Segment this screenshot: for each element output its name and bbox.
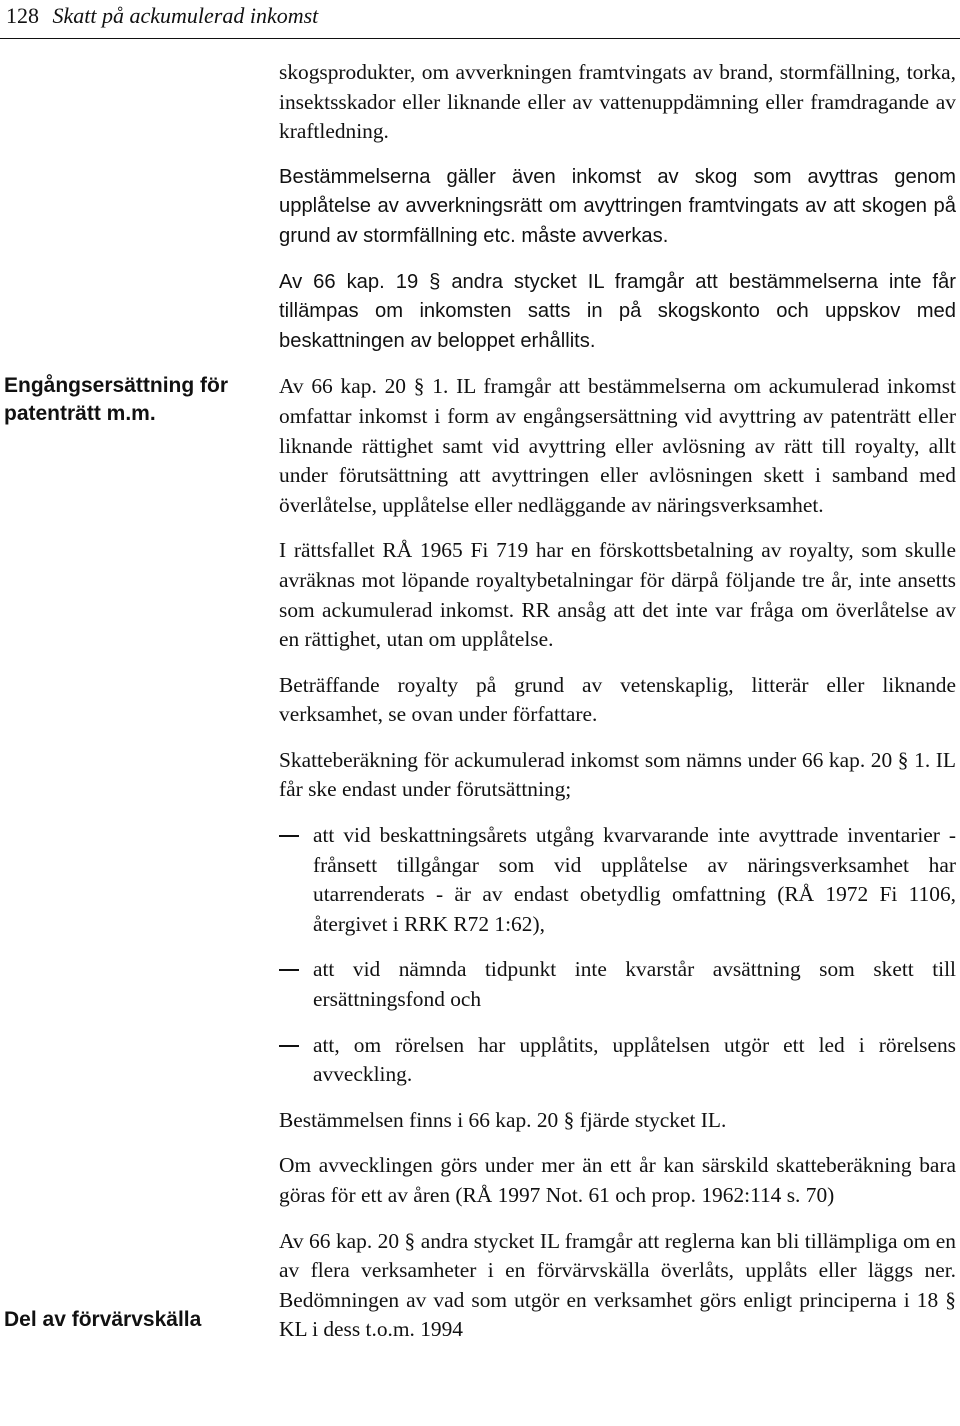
margin-note-forvarvskalla: Del av förvärvskälla (4, 1308, 202, 1331)
dash-icon (279, 1045, 299, 1047)
paragraph-skatteberakning: Skatteberäkning för ackumulerad inkomst som nämns under 66 kap. 20 § 1. IL får ske endast under förutsättning; (279, 747, 956, 802)
paragraph-engangsersattning: Av 66 kap. 20 § 1. IL framgår att bestämmelserna om ackumulerad inkomst omfattar inkomst i form av engångsersättning vid avyttring av patenträtt eller liknande rättighet samt vid avyttring eller avlösning av rätt till royalty, allt under förutsättning att avyttringen eller avlösningen skett i samband med överlåtelse, upplåtelse eller nedläggande av näringsverksamhet. (279, 374, 956, 517)
list-item-text: att vid nämnda tidpunkt inte kvarstår avsättning som skett till ersättningsfond och (313, 957, 956, 1012)
paragraph-avverkningsratt: Bestämmelserna gäller även inkomst av skog som avyttras genom upplåtelse av avverkningsrätt om avyttringen framtvingats av att skogen på grund av stormfällning etc. måste avverkas. (279, 165, 956, 247)
list-item (279, 821, 956, 939)
running-header (6, 2, 318, 30)
paragraph-forvarvskalla: Av 66 kap. 20 § andra stycket IL framgår att reglerna kan bli tillämpliga om en av flera verksamheter i en förvärvskälla överlåts, upplåts eller läggs ner. Bedömningen av vad som utgör en verksamhet görs enligt principerna i 18 § KL i dess t.o.m. 1994 (279, 1228, 956, 1342)
paragraph-skogsprodukter: skogsprodukter, om avverkningen framtvingats av brand, stormfällning, torka, insektsskador eller liknande eller av vattenuppdämning eller framdragande av kraftledning. (279, 60, 956, 144)
list-item-text: att, om rörelsen har upplåtits, upplåtelsen utgör ett led i rörelsens avveckling. (313, 1032, 956, 1087)
header-rule (0, 38, 960, 39)
body-text (279, 58, 956, 1345)
paragraph-skogskonto: Av 66 kap. 19 § andra stycket IL framgår att bestämmelserna inte får tillämpas om inkomsten satts in på skogskonto och uppskov med beskattningen av beloppet erhållits. (279, 270, 956, 352)
paragraph-rattsfall: I rättsfallet RÅ 1965 Fi 719 har en förskottsbetalning av royalty, som skulle avräknas mot löpande royaltybetalningar för därpå följande tre år, inte ansetts som ackumulerad inkomst. RR ansåg att det inte var fråga om överlåtelse av en rättighet, utan om upplåtelse. (279, 538, 956, 652)
paragraph-bestammelsen: Bestämmelsen finns i 66 kap. 20 § fjärde stycket IL. (279, 1107, 727, 1132)
list-item-text: att vid beskattningsårets utgång kvarvarande inte avyttrade inventarier - frånsett tillgångar som vid upplåtelse av näringsverksamhet har utarrenderats - är av endast obetydlig omfattning (RÅ 1972 Fi 1106, återgivet i RRK R72 1:62), (313, 823, 956, 936)
margin-note-patent: Engångsersättning för patenträtt m.m. (4, 374, 229, 425)
list-item (279, 955, 956, 1014)
paragraph-royalty: Beträffande royalty på grund av vetenskaplig, litterär eller liknande verksamhet, se ovan under författare. (279, 672, 956, 727)
list-item (279, 1031, 956, 1090)
dash-icon (279, 969, 299, 971)
running-title: Skatt på ackumulerad inkomst (52, 3, 319, 28)
paragraph-avvecklingen: Om avvecklingen görs under mer än ett år kan särskild skatteberäkning bara göras för ett av åren (RÅ 1997 Not. 61 och prop. 1962:114 s. 70) (279, 1153, 956, 1207)
page-number: 128 (6, 3, 39, 28)
dash-icon (279, 835, 299, 837)
